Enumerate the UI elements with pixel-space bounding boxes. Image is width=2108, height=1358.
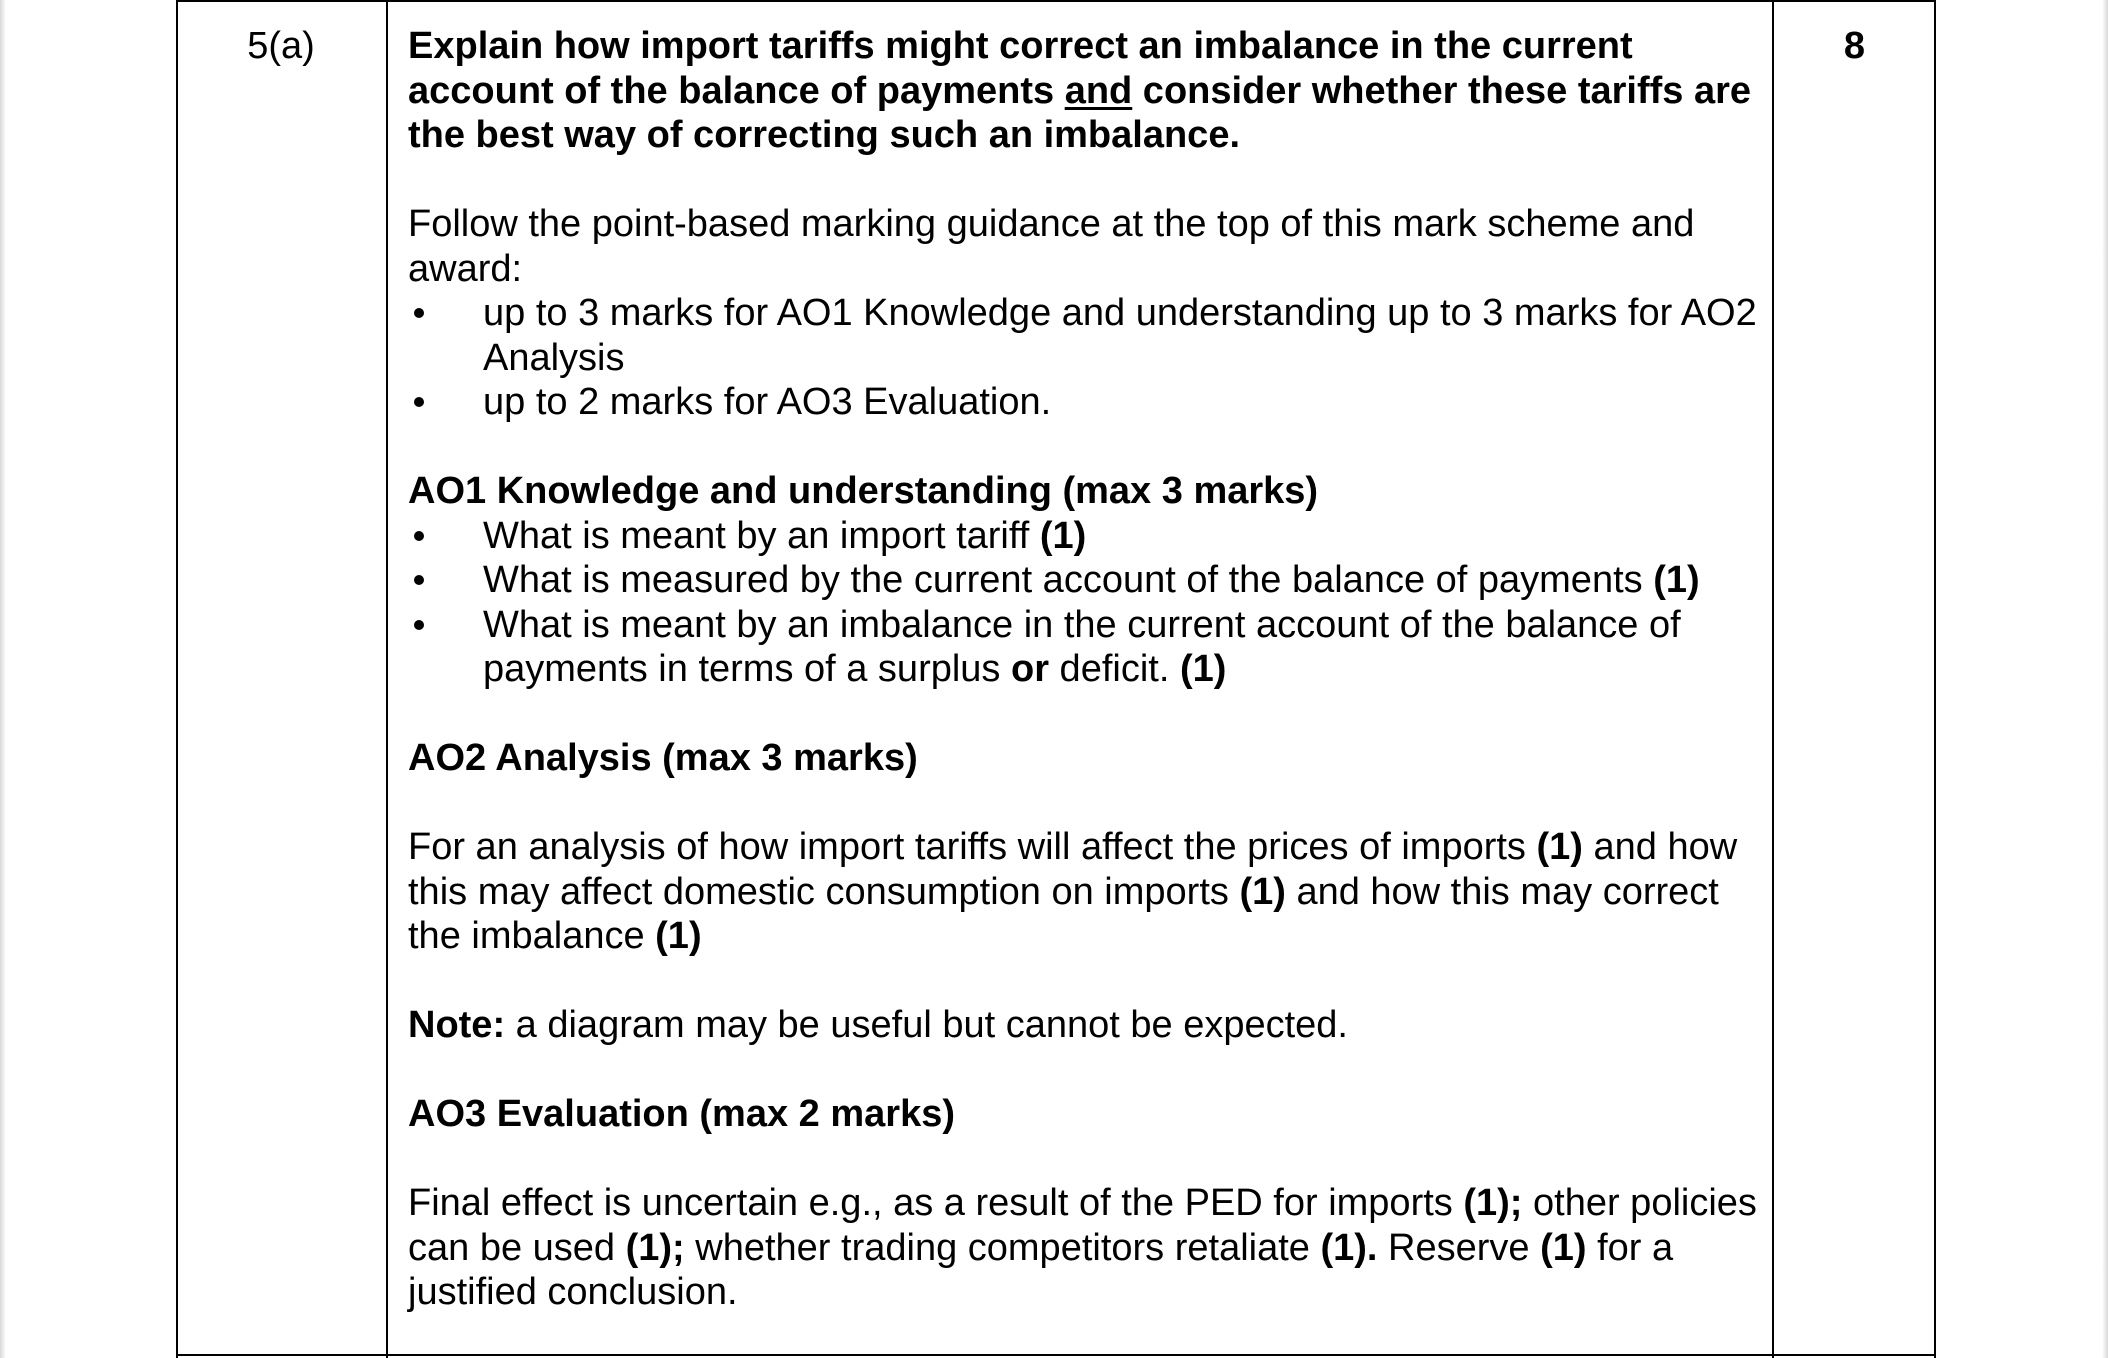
- bullet-icon: [414, 308, 424, 318]
- ao3-mark: (1);: [1463, 1182, 1523, 1224]
- ao3-heading: AO3 Evaluation (max 2 marks): [408, 1093, 955, 1135]
- ao3-text: Final effect is uncertain e.g., as a result of the PED for imports: [408, 1182, 1464, 1224]
- list-item: [408, 514, 1768, 559]
- ao1-point-mark: (1): [1039, 514, 1087, 557]
- ao3-text: for a justified conclusion.: [408, 1226, 1674, 1313]
- question-title-part1: Explain how import tariffs might correct an imbalance in the current account of the balance of payments: [408, 25, 1633, 112]
- ao2-paragraph: [408, 825, 1768, 959]
- ao1-point-text: deficit.: [1049, 648, 1180, 690]
- list-item: [408, 380, 1768, 425]
- question-title-part2: consider whether these tariffs are the best way of correcting such an imbalance.: [408, 69, 1752, 156]
- ao2-text: and how this may correct the imbalance: [408, 870, 1719, 957]
- guidance-bullet-text: up to 3 marks for AO1 Knowledge and understanding up to 3 marks for AO2 Analysis: [483, 292, 1757, 379]
- note-text: a diagram may be useful but cannot be expected.: [505, 1004, 1348, 1046]
- question-title: [408, 24, 1768, 158]
- ao3-text: whether trading competitors retaliate: [684, 1226, 1321, 1269]
- ao2-mark: (1): [1536, 826, 1583, 868]
- ao3-mark: (1).: [1320, 1226, 1378, 1269]
- ao2-mark: (1): [655, 915, 702, 957]
- table-divider-question-number: [386, 0, 388, 1358]
- ao3-text: Reserve: [1377, 1226, 1541, 1269]
- table-border-bottom: [176, 1354, 1936, 1356]
- ao1-point-text: What is meant by an imbalance in the current account of the balance of payments in terms of a surplus: [483, 603, 1681, 690]
- list-item: [408, 603, 1768, 692]
- ao1-point-or: or: [1011, 648, 1049, 690]
- note-label: Note:: [408, 1004, 506, 1046]
- page-edge-left: [0, 0, 6, 1358]
- ao1-point-text: What is meant by an import tariff: [483, 514, 1040, 557]
- ao1-point-mark: (1): [1653, 559, 1700, 601]
- guidance-bullet-text: up to 2 marks for AO3 Evaluation.: [483, 381, 1052, 423]
- question-title-and: and: [1064, 69, 1133, 112]
- question-number: 5(a): [247, 25, 315, 67]
- page-edge-right: [2102, 0, 2108, 1358]
- ao1-heading: AO1 Knowledge and understanding (max 3 marks): [408, 470, 1319, 512]
- guidance-intro: Follow the point-based marking guidance at the top of this mark scheme and award:: [408, 203, 1695, 290]
- bullet-icon: [414, 575, 424, 585]
- bullet-icon: [414, 397, 424, 407]
- table-border-right: [1934, 0, 1936, 1358]
- ao3-mark: (1);: [625, 1226, 685, 1269]
- note-paragraph: [408, 1003, 1768, 1048]
- ao3-mark: (1): [1540, 1226, 1587, 1269]
- list-item: [408, 558, 1768, 603]
- bullet-icon: [414, 531, 424, 541]
- ao2-text: and how this may affect domestic consumption on imports: [408, 826, 1738, 913]
- ao2-heading: AO2 Analysis (max 3 marks): [408, 737, 918, 779]
- table-border-top: [176, 0, 1936, 2]
- ao2-text: For an analysis of how import tariffs will affect the prices of imports: [408, 826, 1537, 868]
- list-item: [408, 291, 1768, 380]
- ao1-point-mark: (1): [1179, 648, 1227, 690]
- ao1-list: [408, 514, 1768, 692]
- question-marks: 8: [1843, 25, 1866, 67]
- table-divider-marks: [1772, 0, 1774, 1358]
- ao2-mark: (1): [1239, 870, 1286, 913]
- ao3-paragraph: [408, 1181, 1768, 1315]
- table-border-left: [176, 0, 178, 1358]
- ao1-point-text: What is measured by the current account of the balance of payments: [483, 559, 1654, 601]
- answer-guidance-cell: [408, 24, 1768, 1315]
- guidance-list: [408, 291, 1768, 425]
- bullet-icon: [414, 620, 424, 630]
- ao3-text: other policies can be used: [408, 1182, 1757, 1269]
